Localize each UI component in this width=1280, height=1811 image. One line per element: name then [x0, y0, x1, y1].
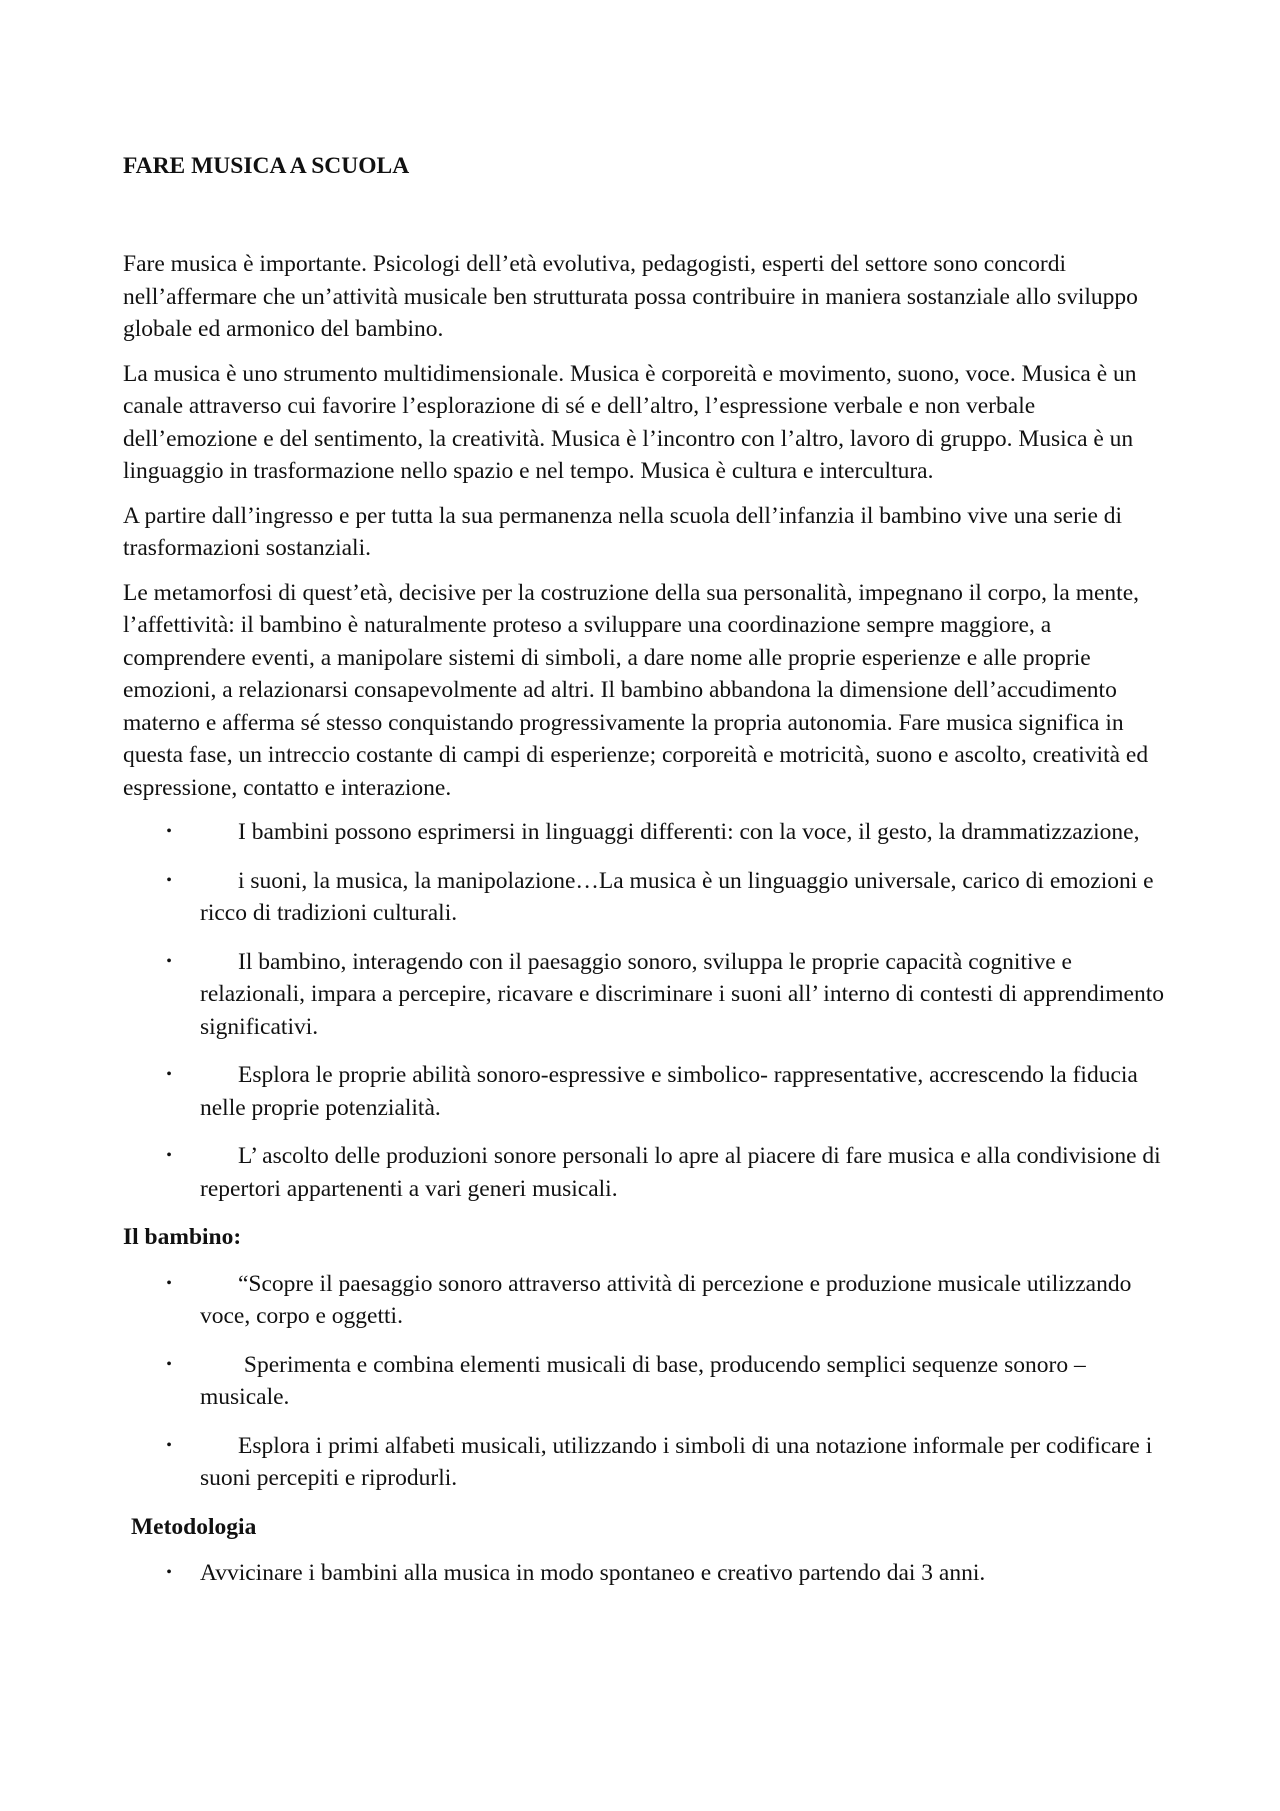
bullet-icon: • — [166, 1564, 172, 1581]
bullet-icon: • — [166, 1355, 172, 1373]
list-item-text: Esplora le proprie abilità sonoro-espressive e simbolico- rappresentative, accrescendo la fiducia nelle proprie potenzialità. — [200, 1062, 1138, 1121]
bullet-icon: • — [166, 952, 172, 970]
bullet-icon: • — [166, 1274, 172, 1292]
paragraph-multidimensional: La musica è uno strumento multidimensionale. Musica è corporeità e movimento, suono, voce. Musica è un canale attraverso cui favorire l’esplorazione di sé e dell’altro, l’espressione verbale e non verbale dell’emozione e del sentimento, la creatività. Musica è l’incontro con l’altro, lavoro di gruppo. Musica è un linguaggio in trasformazione nello spazio e nel tempo. Musica è cultura e intercultura. — [123, 360, 1137, 484]
list-item — [123, 1349, 1173, 1414]
list-item — [123, 1557, 1173, 1590]
bullet-icon: • — [166, 823, 172, 840]
list-item — [123, 816, 1173, 849]
list-item-text: Il bambino, interagendo con il paesaggio sonoro, sviluppa le proprie capacità cognitive e relazionali, impara a percepire, ricavare e discriminare i suoni all’ interno di contesti di apprendimento significativi. — [200, 948, 1164, 1040]
heading-il-bambino: Il bambino: — [123, 1224, 242, 1250]
list-item-text: L’ ascolto delle produzioni sonore personali lo apre al piacere di fare musica e alla condivisione di repertori appartenenti a vari generi musicali. — [200, 1143, 1161, 1202]
list-item — [123, 1268, 1173, 1333]
list-item-text: Avvicinare i bambini alla musica in modo spontaneo e creativo partendo dai 3 anni. — [200, 1560, 986, 1586]
list-item — [123, 1140, 1173, 1205]
list-item-text: I bambini possono esprimersi in linguaggi differenti: con la voce, il gesto, la drammatizzazione, — [238, 819, 1140, 845]
list-item-text: i suoni, la musica, la manipolazione…La musica è un linguaggio universale, carico di emozioni e ricco di tradizioni culturali. — [200, 867, 1154, 926]
list-item — [123, 865, 1173, 930]
bullet-list-metodologia — [123, 1557, 1173, 1590]
list-item — [123, 946, 1173, 1044]
bullet-icon: • — [166, 1436, 172, 1454]
heading-metodologia: Metodologia — [131, 1513, 257, 1540]
list-item — [123, 1430, 1173, 1495]
list-item-text: Sperimenta e combina elementi musicali di base, producendo semplici sequenze sonoro – musicale. — [200, 1351, 1086, 1410]
document-body — [123, 150, 1173, 1602]
list-item-text: “Scopre il paesaggio sonoro attraverso attività di percezione e produzione musicale utilizzando voce, corpo e oggetti. — [200, 1270, 1132, 1329]
bullet-list-bambino — [123, 1268, 1173, 1495]
bullet-icon: • — [166, 1066, 172, 1083]
document-title: FARE MUSICA A SCUOLA — [123, 153, 410, 179]
paragraph-metamorfosi: Le metamorfosi di quest’età, decisive per la costruzione della sua personalità, impegnano il corpo, la mente, l’affettività: il bambino è naturalmente proteso a sviluppare una coordinazione sempre maggiore, a comprendere eventi, a manipolare sistemi di simboli, a dare nome alle proprie esperienze e alle proprie emozioni, a relazionarsi consapevolmente ad altri. Il bambino abbandona la dimensione dell’accudimento materno e afferma sé stesso conquistando progressivamente la propria autonomia. Fare musica significa in questa fase, un intreccio costante di campi di esperienze; corporeità e motricità, suono e ascolto, creatività ed espressione, contatto e interazione. — [123, 579, 1149, 801]
list-item-text: Esplora i primi alfabeti musicali, utilizzando i simboli di una notazione informale per codificare i suoni percepiti e riprodurli. — [200, 1432, 1153, 1491]
bullet-list-capacita — [123, 816, 1173, 1205]
list-item — [123, 1059, 1173, 1124]
bullet-icon: • — [166, 871, 172, 889]
paragraph-infanzia: A partire dall’ingresso e per tutta la sua permanenza nella scuola dell’infanzia il bambino vive una serie di trasformazioni sostanziali. — [123, 502, 1123, 561]
paragraph-intro: Fare musica è importante. Psicologi dell’età evolutiva, pedagogisti, esperti del settore sono concordi nell’affermare che un’attività musicale ben strutturata possa contribuire in maniera sostanziale allo sviluppo globale ed armonico del bambino. — [123, 251, 1138, 342]
bullet-icon: • — [166, 1147, 172, 1164]
